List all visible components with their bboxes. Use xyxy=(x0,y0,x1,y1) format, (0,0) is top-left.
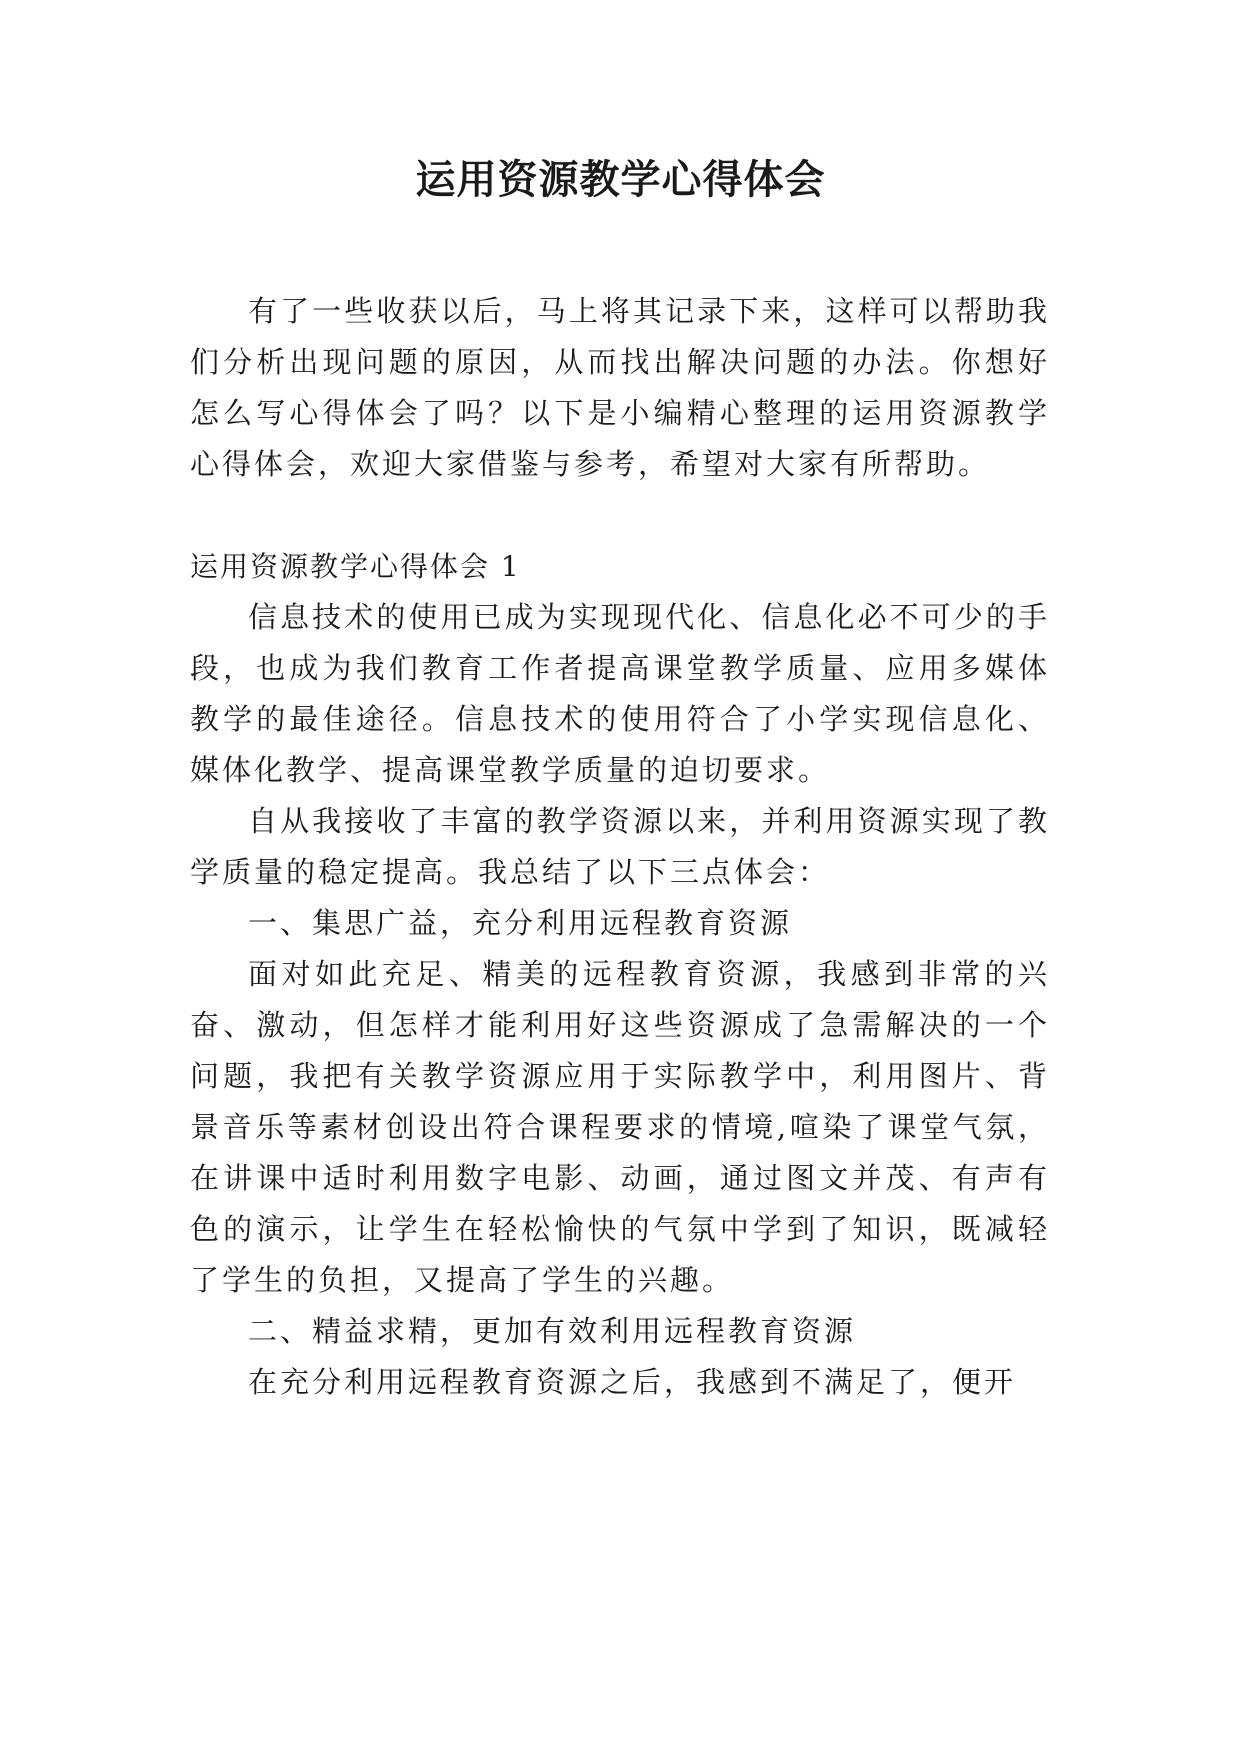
body-paragraph: 面对如此充足、精美的远程教育资源，我感到非常的兴奋、激动，但怎样才能利用好这些资源成了急需解决的一个问题，我把有关教学资源应用于实际教学中，利用图片、背景音乐等素材创设出符合课程要求的情境,喧染了课堂气氛，在讲课中适时利用数字电影、动画，通过图文并茂、有声有色的演示，让学生在轻松愉快的气氛中学到了知识，既减轻了学生的负担，又提高了学生的兴趣。 xyxy=(190,957,1050,1297)
subheading: 一、集思广益，充分利用远程教育资源 xyxy=(248,906,793,940)
section-title: 运用资源教学心得体会 1 xyxy=(190,550,521,583)
document-title: 运用资源教学心得体会 xyxy=(415,156,826,203)
paragraph-spacer xyxy=(190,490,1050,541)
subheading: 二、精益求精，更加有效利用远程教育资源 xyxy=(248,1314,857,1348)
body-paragraph: 在充分利用远程教育资源之后，我感到不满足了，便开 xyxy=(248,1365,1017,1399)
body-paragraph: 自从我接收了丰富的教学资源以来，并利用资源实现了教学质量的稳定提高。我总结了以下三点体会： xyxy=(190,804,1050,889)
document-body xyxy=(190,286,1050,1408)
intro-paragraph: 有了一些收获以后，马上将其记录下来，这样可以帮助我们分析出现问题的原因，从而找出解决问题的办法。你想好怎么写心得体会了吗？以下是小编精心整理的运用资源教学心得体会，欢迎大家借鉴与参考，希望对大家有所帮助。 xyxy=(190,294,1050,481)
body-paragraph: 信息技术的使用已成为实现现代化、信息化必不可少的手段，也成为我们教育工作者提高课堂教学质量、应用多媒体教学的最佳途径。信息技术的使用符合了小学实现信息化、媒体化教学、提高课堂教学质量的迫切要求。 xyxy=(190,600,1050,787)
